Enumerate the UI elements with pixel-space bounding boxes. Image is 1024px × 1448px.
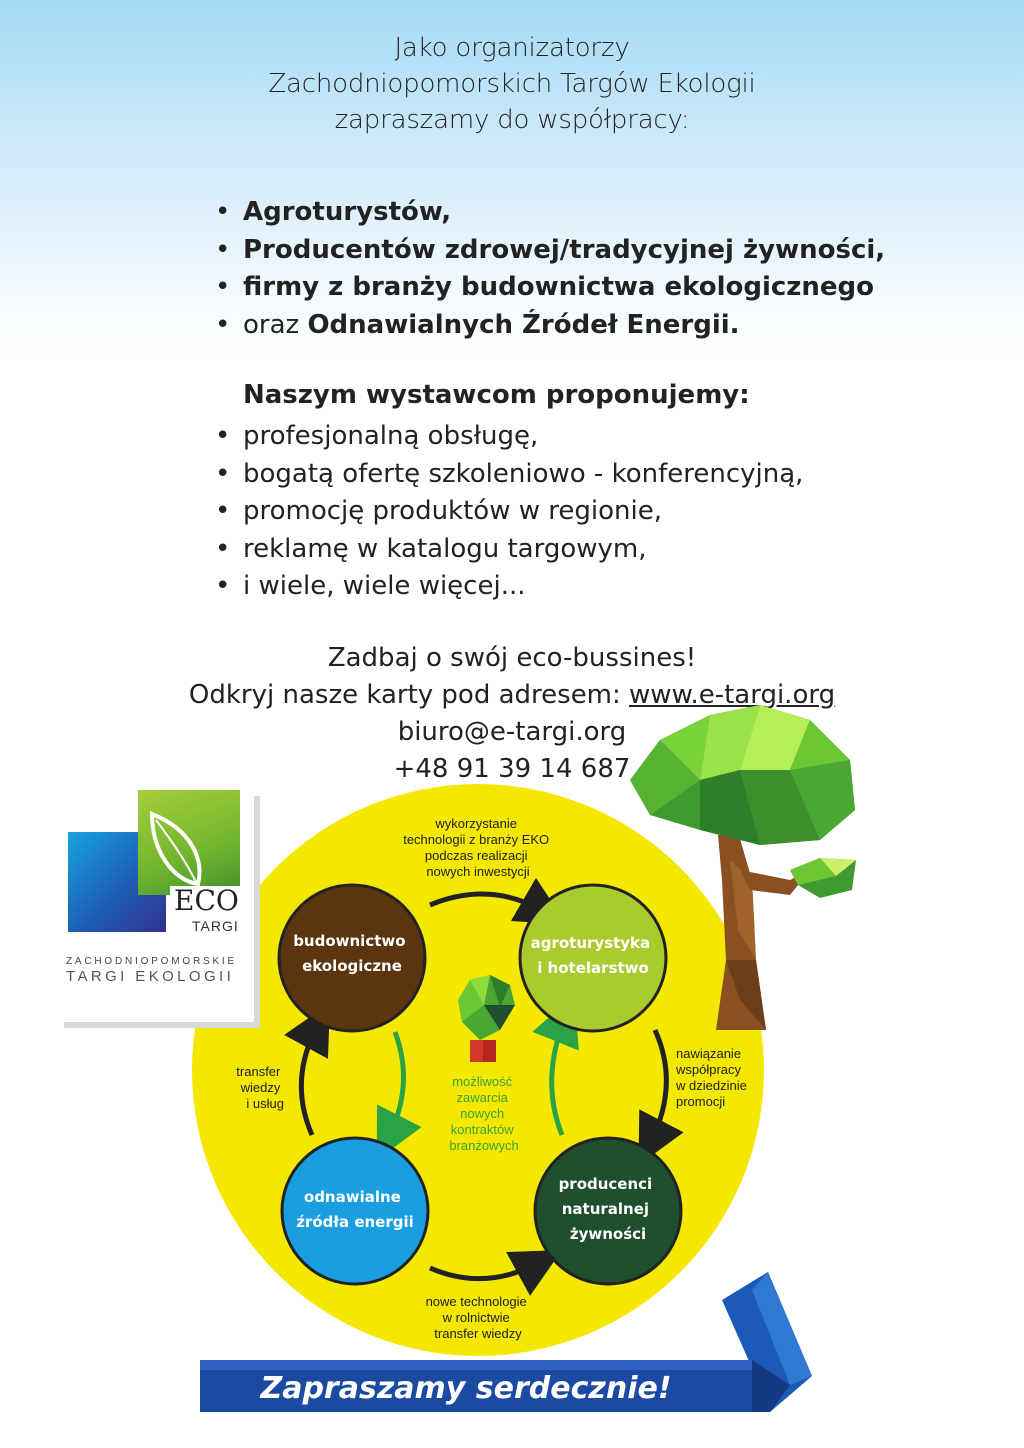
circle-agroturystyka bbox=[520, 885, 666, 1031]
circle-tl-label: budownictwo ekologiczne bbox=[293, 932, 406, 975]
contact-slogan: Zadbaj o swój eco-bussines! bbox=[327, 643, 697, 673]
website-link[interactable]: www.e-targi.org bbox=[629, 680, 836, 710]
contact-phone[interactable]: +48 91 39 14 687 bbox=[393, 754, 631, 784]
offer-item: • bogatą ofertę szkoleniowo - konferencyjną, bbox=[215, 456, 803, 494]
target-item-bold: Odnawialnych Źródeł Energii. bbox=[307, 309, 740, 340]
label-left: transfer wiedzy i usług bbox=[236, 1064, 284, 1111]
label-bottom: nowe technologie w rolnictwie transfer wiedzy bbox=[425, 1294, 527, 1341]
circle-tr-label: agroturystyka i hotelarstwo bbox=[530, 934, 651, 977]
offer-heading: Naszym wystawcom proponujemy: bbox=[243, 380, 750, 410]
circle-bl-label: odnawialne źródła energii bbox=[296, 1188, 414, 1231]
offer-item: • reklamę w katalogu targowym, bbox=[215, 531, 803, 569]
leaf-icon bbox=[138, 790, 240, 895]
contact-email[interactable]: biuro@e-targi.org bbox=[397, 717, 627, 747]
label-center: możliwość zawarcia nowych kontraktów branżowych bbox=[449, 1074, 519, 1153]
logo-line-1: ZACHODNIOPOMORSKIE bbox=[66, 956, 237, 967]
logo-line-2: TARGI EKOLOGII bbox=[66, 968, 235, 985]
intro-line-2: Zachodniopomorskich Targów Ekologii bbox=[268, 69, 756, 99]
target-item: • Agroturystów, bbox=[215, 194, 885, 232]
offer-item: • profesjonalną obsługę, bbox=[215, 418, 803, 456]
label-right: nawiązanie współpracy w dziedzinie promocji bbox=[676, 1046, 747, 1109]
target-item: • Producentów zdrowej/tradycyjnej żywności, bbox=[215, 232, 885, 270]
intro-line-1: Jako organizatorzy bbox=[394, 33, 630, 63]
target-item: • firmy z branży budownictwa ekologicznego bbox=[215, 269, 885, 307]
target-item-prefix: oraz bbox=[243, 309, 300, 340]
contact-website-prefix: Odkryj nasze karty pod adresem: bbox=[188, 680, 621, 710]
banner-text: Zapraszamy serdecznie! bbox=[260, 1371, 672, 1406]
circle-oze bbox=[282, 1138, 428, 1284]
logo-targi: TARGI bbox=[192, 918, 239, 934]
intro-line-3: zapraszamy do współpracy: bbox=[334, 105, 690, 135]
logo-green-square bbox=[138, 790, 240, 895]
offer-item: • promocję produktów w regionie, bbox=[215, 493, 803, 531]
circle-br-label: producenci naturalnej żywności bbox=[558, 1175, 653, 1243]
eco-targi-logo bbox=[58, 790, 254, 1022]
offer-item: • i wiele, wiele więcej... bbox=[215, 568, 803, 606]
logo-eco: ECO bbox=[170, 886, 243, 916]
label-top: wykorzystanie technologii z branży EKO podczas realizacji nowych inwestycji bbox=[403, 816, 550, 879]
